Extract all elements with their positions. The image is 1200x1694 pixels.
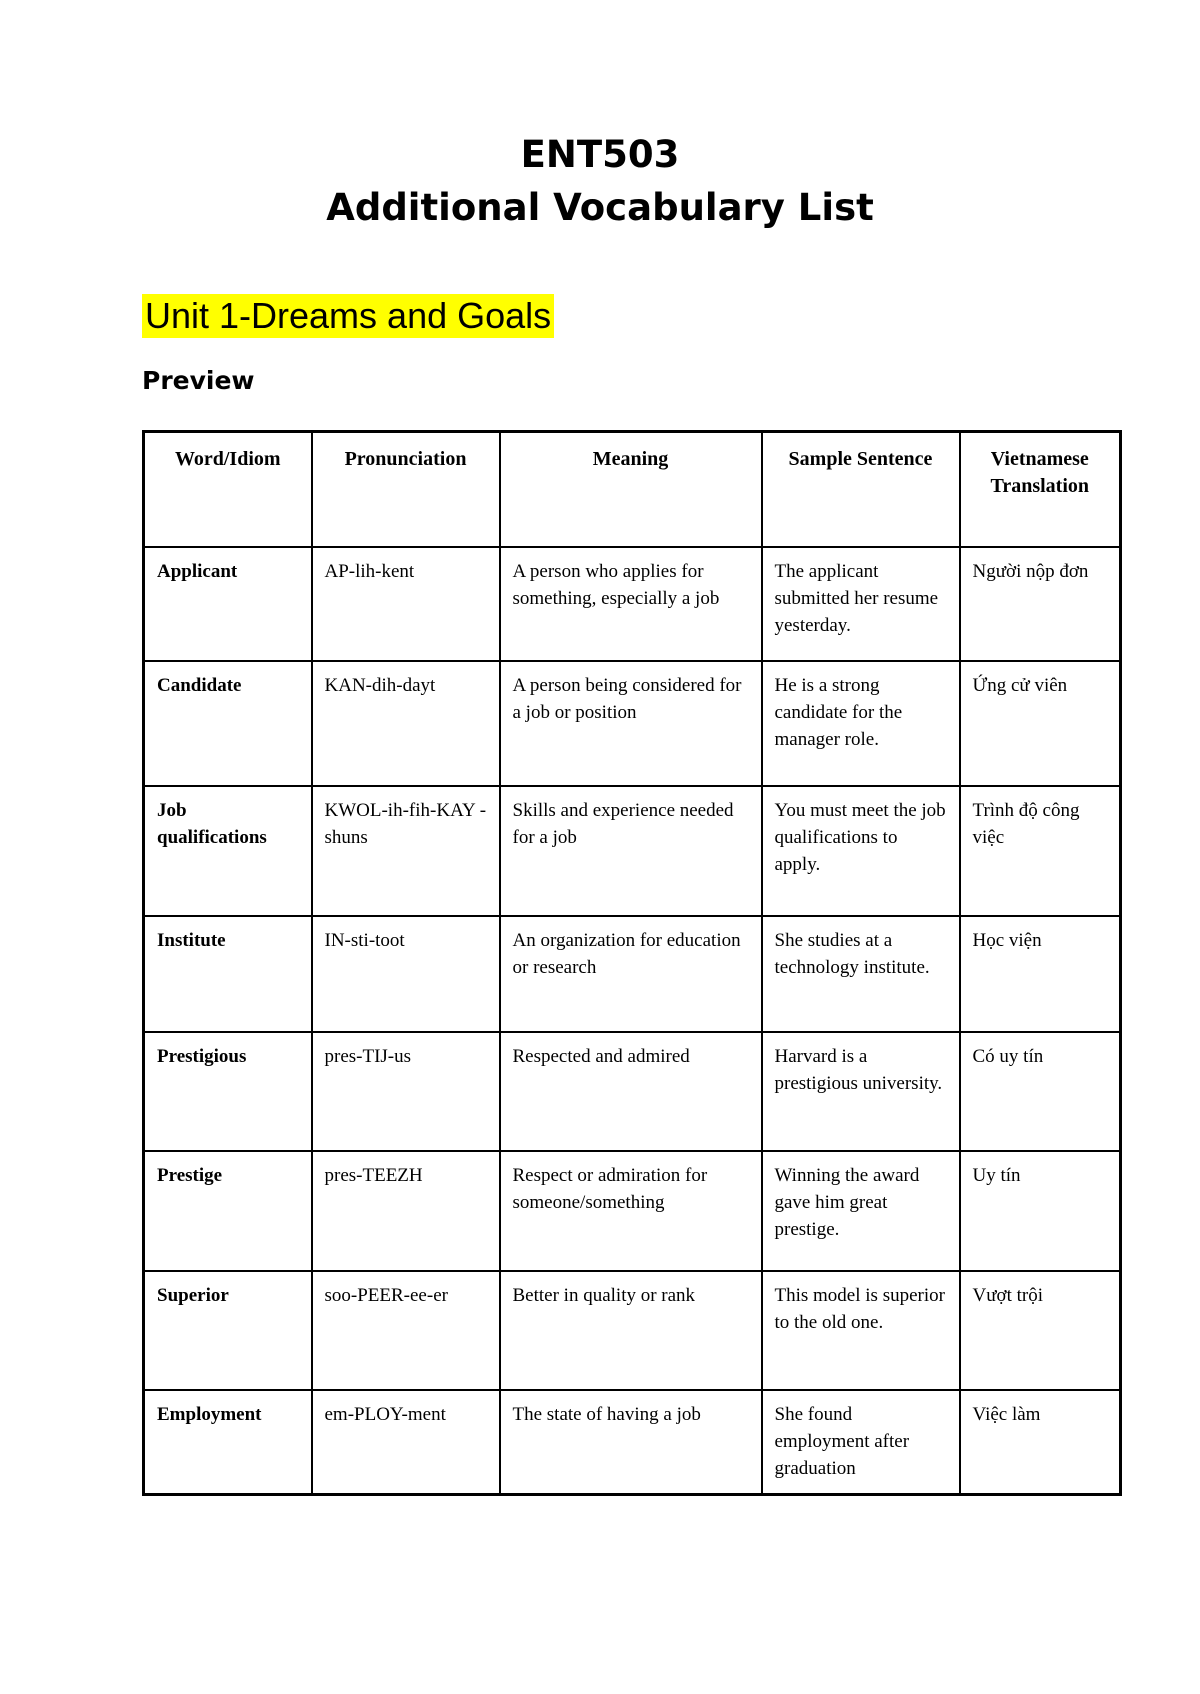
cell-vietnamese: Việc làm <box>960 1390 1121 1495</box>
cell-sample-sentence: The applicant submitted her resume yesterday. <box>762 547 960 661</box>
cell-pronunciation: AP-lih-kent <box>312 547 500 661</box>
cell-word: Institute <box>144 916 312 1032</box>
table-row <box>144 661 1121 786</box>
cell-pronunciation: pres-TIJ-us <box>312 1032 500 1151</box>
cell-sample-sentence: She found employment after graduation <box>762 1390 960 1495</box>
cell-vietnamese: Có uy tín <box>960 1032 1121 1151</box>
header-word-idiom: Word/Idiom <box>144 432 312 547</box>
table-header-row <box>144 432 1121 547</box>
course-code-title: ENT503 <box>520 133 680 176</box>
cell-pronunciation: em-PLOY-ment <box>312 1390 500 1495</box>
cell-meaning: A person who applies for something, especially a job <box>500 547 762 661</box>
unit-heading: Unit 1-Dreams and Goals <box>142 294 554 338</box>
cell-pronunciation: IN-sti-toot <box>312 916 500 1032</box>
table-row <box>144 916 1121 1032</box>
cell-vietnamese: Uy tín <box>960 1151 1121 1271</box>
cell-vietnamese: Người nộp đơn <box>960 547 1121 661</box>
vocab-table <box>142 430 1122 1496</box>
cell-sample-sentence: He is a strong candidate for the manager role. <box>762 661 960 786</box>
cell-meaning: The state of having a job <box>500 1390 762 1495</box>
cell-vietnamese: Ứng cử viên <box>960 661 1121 786</box>
cell-sample-sentence: This model is superior to the old one. <box>762 1271 960 1390</box>
cell-pronunciation: soo-PEER-ee-er <box>312 1271 500 1390</box>
cell-word: Prestigious <box>144 1032 312 1151</box>
cell-pronunciation: pres-TEEZH <box>312 1151 500 1271</box>
cell-pronunciation: KAN-dih-dayt <box>312 661 500 786</box>
cell-vietnamese: Vượt trội <box>960 1271 1121 1390</box>
cell-vietnamese: Học viện <box>960 916 1121 1032</box>
table-row <box>144 1032 1121 1151</box>
cell-word: Candidate <box>144 661 312 786</box>
cell-meaning: A person being considered for a job or position <box>500 661 762 786</box>
cell-pronunciation: KWOL-ih-fih-KAY -shuns <box>312 786 500 916</box>
cell-meaning: Respected and admired <box>500 1032 762 1151</box>
cell-word: Superior <box>144 1271 312 1390</box>
cell-word: Job qualifications <box>144 786 312 916</box>
cell-meaning: Respect or admiration for someone/something <box>500 1151 762 1271</box>
cell-sample-sentence: Winning the award gave him great prestige. <box>762 1151 960 1271</box>
table-row <box>144 1271 1121 1390</box>
table-row <box>144 1390 1121 1495</box>
header-meaning: Meaning <box>500 432 762 547</box>
preview-heading: Preview <box>142 366 255 395</box>
cell-meaning: Better in quality or rank <box>500 1271 762 1390</box>
table-row <box>144 786 1121 916</box>
header-sample-sentence: Sample Sentence <box>762 432 960 547</box>
document-title-block <box>0 128 1200 234</box>
cell-vietnamese: Trình độ công việc <box>960 786 1121 916</box>
cell-sample-sentence: Harvard is a prestigious university. <box>762 1032 960 1151</box>
cell-meaning: An organization for education or research <box>500 916 762 1032</box>
cell-word: Employment <box>144 1390 312 1495</box>
table-row <box>144 547 1121 661</box>
cell-word: Applicant <box>144 547 312 661</box>
document-subtitle: Additional Vocabulary List <box>326 186 874 229</box>
header-pronunciation: Pronunciation <box>312 432 500 547</box>
cell-meaning: Skills and experience needed for a job <box>500 786 762 916</box>
unit-heading-wrap <box>142 294 554 338</box>
header-vietnamese-translation: Vietnamese Translation <box>960 432 1121 547</box>
cell-sample-sentence: You must meet the job qualifications to apply. <box>762 786 960 916</box>
table-row <box>144 1151 1121 1271</box>
cell-sample-sentence: She studies at a technology institute. <box>762 916 960 1032</box>
cell-word: Prestige <box>144 1151 312 1271</box>
